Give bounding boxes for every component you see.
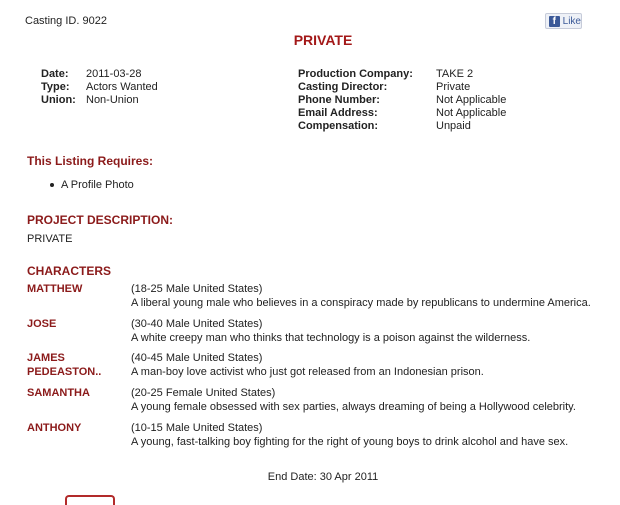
character-specs: (18-25 Male United States) — [131, 283, 263, 295]
character-name[interactable]: ANTHONY — [27, 422, 82, 434]
production-company-label: Production Company: — [298, 68, 413, 80]
end-date: End Date: 30 Apr 2011 — [267, 471, 379, 483]
action-button[interactable] — [65, 495, 115, 505]
requirement-item — [50, 179, 134, 191]
character-specs: (40-45 Male United States) — [131, 352, 263, 364]
requirement-item-label: A Profile Photo — [61, 179, 134, 191]
character-info — [131, 317, 530, 345]
characters-heading: CHARACTERS — [27, 264, 111, 278]
character-name[interactable]: SAMANTHA — [27, 387, 90, 399]
character-name[interactable]: JOSE — [27, 318, 57, 330]
union-label: Union: — [41, 94, 76, 106]
compensation-label: Compensation: — [298, 120, 379, 132]
character-info — [131, 351, 484, 379]
character-info — [131, 282, 591, 310]
date-label: Date: — [41, 68, 69, 80]
phone-number-value: Not Applicable — [436, 94, 507, 106]
casting-director-value: Private — [436, 81, 471, 93]
date-value: 2011-03-28 — [86, 68, 142, 80]
project-description-text: PRIVATE — [27, 233, 73, 245]
character-name[interactable]: JAMES PEDEASTON.. — [27, 352, 102, 378]
like-label: Like — [562, 15, 581, 27]
compensation-value: Unpaid — [436, 120, 471, 132]
character-info — [131, 386, 576, 414]
character-info — [131, 421, 568, 449]
character-description: A liberal young male who believes in a conspiracy made by republicans to undermine America. — [131, 297, 591, 309]
character-specs: (30-40 Male United States) — [131, 318, 263, 330]
union-value: Non-Union — [86, 94, 139, 106]
character-description: A young female obsessed with sex parties, always dreaming of being a Hollywood celebrity. — [131, 401, 576, 413]
character-specs: (20-25 Female United States) — [131, 387, 276, 399]
casting-director-label: Casting Director: — [298, 81, 388, 93]
character-specs: (10-15 Male United States) — [131, 422, 263, 434]
facebook-like-button[interactable] — [545, 13, 582, 29]
page-title: PRIVATE — [293, 32, 353, 48]
bullet-icon — [50, 183, 54, 187]
project-description-heading: PROJECT DESCRIPTION: — [27, 213, 174, 227]
email-address-label: Email Address: — [298, 107, 378, 119]
casting-id: Casting ID. 9022 — [25, 15, 107, 27]
character-description: A young, fast-talking boy fighting for the right of young boys to drink alcohol and have sex. — [131, 436, 569, 448]
email-address-value: Not Applicable — [436, 107, 507, 119]
character-description: A white creepy man who thinks that technology is a poison against the wilderness. — [131, 332, 531, 344]
character-name[interactable]: MATTHEW — [27, 283, 83, 295]
type-label: Type: — [41, 81, 70, 93]
requirements-heading: This Listing Requires: — [27, 154, 154, 168]
production-company-value: TAKE 2 — [436, 68, 474, 80]
phone-number-label: Phone Number: — [298, 94, 380, 106]
type-value: Actors Wanted — [86, 81, 158, 93]
character-description: A man-boy love activist who just got released from an Indonesian prison. — [131, 366, 484, 378]
facebook-icon: f — [549, 16, 560, 27]
